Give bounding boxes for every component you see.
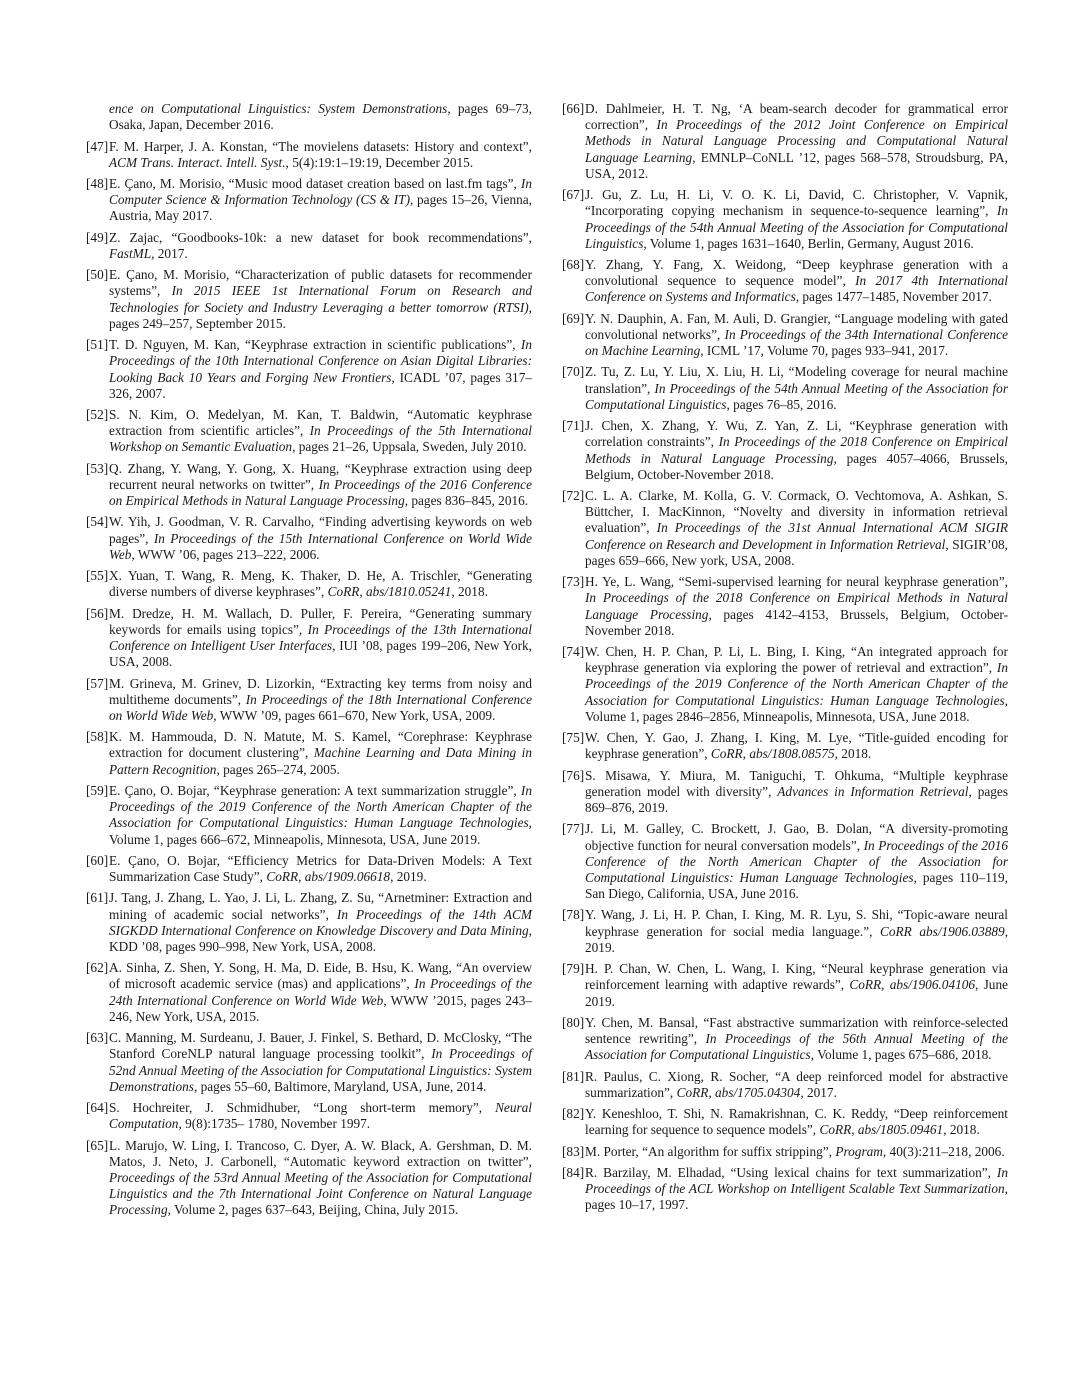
reference-venue-italic: In Proceedings of the 2019 Conference of the North American Chapter of the Association for Computational Linguistics: Human Language Technologies bbox=[585, 660, 1008, 708]
reference-text: , WWW ’2015, pages 243–246, New York, USA, 2015. bbox=[109, 992, 532, 1024]
reference-entry bbox=[86, 230, 532, 262]
reference-venue-italic: In Proceedings of the 13th International Conference on Intelligent User Interfaces bbox=[109, 621, 532, 654]
reference-text: W. Chen, H. P. Chan, P. Li, L. Bing, I. King, “An integrated approach for keyphrase generation via exploring the power of retrieval and extraction”, bbox=[585, 644, 1008, 676]
reference-number: [61] bbox=[86, 890, 109, 906]
reference-entry bbox=[562, 768, 1008, 817]
reference-text: H. P. Chan, W. Chen, L. Wang, I. King, “Neural keyphrase generation via reinforcement learning with adaptive rewards”, bbox=[585, 961, 1008, 993]
reference-entry bbox=[562, 488, 1008, 569]
reference-entry bbox=[562, 364, 1008, 413]
reference-number: [71] bbox=[562, 418, 585, 434]
reference-text: , pages 869–876, 2019. bbox=[585, 783, 1008, 816]
reference-entry bbox=[562, 311, 1008, 360]
reference-text: S. N. Kim, O. Medelyan, M. Kan, T. Baldwin, “Automatic keyphrase extraction from scientific articles”, bbox=[109, 407, 532, 439]
reference-number: [73] bbox=[562, 574, 585, 590]
reference-number: [56] bbox=[86, 605, 109, 621]
reference-venue-italic: CoRR, abs/1705.04304 bbox=[676, 1084, 801, 1100]
reference-text: W. Yih, J. Goodman, V. R. Carvalho, “Finding advertising keywords on web pages”, bbox=[109, 514, 532, 546]
reference-number: [62] bbox=[86, 960, 109, 976]
reference-number: [77] bbox=[562, 821, 585, 837]
reference-venue-italic: Program bbox=[835, 1143, 883, 1159]
reference-number: [84] bbox=[562, 1164, 585, 1180]
reference-venue-italic: In Proceedings of the 2018 Conference on Empirical Methods in Natural Language Processing bbox=[585, 590, 1008, 622]
reference-text: Z. Zajac, “Goodbooks-10k: a new dataset for book recommendations”, bbox=[109, 229, 532, 245]
reference-number: [58] bbox=[86, 729, 109, 745]
reference-text: , WWW ’06, pages 213–222, 2006. bbox=[131, 546, 320, 562]
reference-entry bbox=[86, 176, 532, 225]
reference-text: E. Çano, O. Bojar, “Efficiency Metrics for Data-Driven Models: A Text Summarization Case Study”, bbox=[109, 852, 532, 885]
reference-entry bbox=[562, 1144, 1008, 1160]
reference-venue-italic: Proceedings of the 53rd Annual Meeting of the Association for Computational Linguistics and the 7th International Joint Conference on Natural Language Processing bbox=[109, 1169, 532, 1218]
reference-text: , pages 1477–1485, November 2017. bbox=[795, 289, 992, 305]
reference-text: J. Chen, X. Zhang, Y. Wu, Z. Yan, Z. Li, “Keyphrase generation with correlation constraints”, bbox=[585, 418, 1008, 450]
reference-number: [78] bbox=[562, 907, 585, 923]
reference-number: [72] bbox=[562, 488, 585, 504]
reference-text: Y. N. Dauphin, A. Fan, M. Auli, D. Grangier, “Language modeling with gated convolutional networks”, bbox=[585, 310, 1008, 342]
reference-entry bbox=[86, 606, 532, 671]
reference-text: S. Hochreiter, J. Schmidhuber, “Long short-term memory”, bbox=[109, 1100, 496, 1116]
reference-number: [66] bbox=[562, 101, 585, 116]
reference-text: E. Çano, M. Morisio, “Characterization of public datasets for recommender systems”, bbox=[109, 267, 532, 299]
reference-venue-italic: FastML bbox=[109, 245, 152, 261]
reference-entry bbox=[562, 1015, 1008, 1064]
reference-text: , WWW ’09, pages 661–670, New York, USA, 2009. bbox=[213, 707, 496, 723]
reference-number: [80] bbox=[562, 1014, 585, 1030]
reference-venue-italic: In Proceedings of the 14th ACM SIGKDD International Conference on Knowledge Discovery and Data Mining bbox=[109, 906, 532, 938]
reference-text: , 5(4):19:1–19:19, December 2015. bbox=[285, 154, 474, 170]
reference-text: Y. Keneshloo, T. Shi, N. Ramakrishnan, C. K. Reddy, “Deep reinforcement learning for sequence to sequence models”, bbox=[585, 1106, 1008, 1138]
reference-entry bbox=[86, 461, 532, 510]
reference-text: Y. Zhang, Y. Fang, X. Weidong, “Deep keyphrase generation with a convolutional sequence to sequence model”, bbox=[585, 257, 1008, 289]
reference-text: , June 2019. bbox=[585, 977, 1008, 1009]
reference-text: , EMNLP–CoNLL ’12, pages 568–578, Stroudsburg, PA, USA, 2012. bbox=[585, 149, 1008, 181]
reference-text: , pages 15–26, Vienna, Austria, May 2017. bbox=[109, 192, 532, 224]
reference-venue-italic: In 2015 IEEE 1st International Forum on Research and Technologies for Society and Industry Leveraging a better tomorrow (RTSI) bbox=[109, 283, 532, 315]
reference-text: D. Dahlmeier, H. T. Ng, ‘A beam-search decoder for grammatical error correction”, bbox=[585, 101, 1008, 133]
reference-entry bbox=[562, 730, 1008, 762]
reference-venue-italic: In Proceedings of the 18th International Conference on World Wide Web bbox=[109, 691, 532, 723]
references-left-column bbox=[86, 101, 532, 1224]
reference-venue-italic: CoRR, abs/1805.09461 bbox=[819, 1122, 944, 1138]
reference-text: Y. Wang, J. Li, H. P. Chan, I. King, M. R. Lyu, S. Shi, “Topic-aware neural keyphrase generation for social media language.”, bbox=[585, 907, 1008, 939]
reference-venue-italic: Machine Learning and Data Mining in Pattern Recognition bbox=[109, 745, 532, 777]
reference-text: , 2019. bbox=[585, 923, 1009, 955]
reference-venue-italic: In Proceedings of the 10th International Conference on Asian Digital Libraries: Looking Back 10 Years and Forging New Frontiers bbox=[109, 337, 532, 385]
reference-entry bbox=[86, 337, 532, 402]
reference-text: , Volume 1, pages 1631–1640, Berlin, Germany, August 2016. bbox=[643, 235, 974, 251]
reference-number: [60] bbox=[86, 852, 109, 868]
reference-text: A. Sinha, Z. Shen, Y. Song, H. Ma, D. Eide, B. Hsu, K. Wang, “An overview of microsoft academic service (mas) and applications”, bbox=[109, 960, 532, 992]
reference-entry bbox=[86, 1138, 532, 1219]
reference-venue-italic: In Computer Science & Information Technology (CS & IT) bbox=[109, 176, 532, 208]
reference-text: C. Manning, M. Surdeanu, J. Bauer, J. Finkel, S. Bethard, D. McClosky, “The Stanford CoreNLP natural language processing toolkit”, bbox=[109, 1030, 532, 1062]
reference-text: C. L. A. Clarke, M. Kolla, G. V. Cormack, O. Vechtomova, A. Ashkan, S. Büttcher, I. MacKinnon, “Novelty and diversity in information retrieval evaluation”, bbox=[585, 488, 1008, 536]
reference-number: [79] bbox=[562, 961, 585, 977]
reference-number: [64] bbox=[86, 1100, 109, 1116]
reference-venue-italic: Neural Computation bbox=[109, 1100, 532, 1132]
reference-text: , 2019. bbox=[390, 869, 427, 885]
reference-venue-italic: Advances in Information Retrieval bbox=[777, 783, 969, 799]
reference-text: , pages 4057–4066, Brussels, Belgium, October-November 2018. bbox=[585, 450, 1008, 482]
reference-text: , pages 55–60, Baltimore, Maryland, USA, June, 2014. bbox=[193, 1078, 487, 1094]
reference-venue-italic: In Proceedings of 52nd Annual Meeting of the Association for Computational Linguistics: System Demonstrations bbox=[109, 1046, 532, 1094]
reference-venue-italic: ACM Trans. Interact. Intell. Syst. bbox=[109, 154, 286, 170]
reference-venue-italic: In Proceedings of the 54th Annual Meeting of the Association for Computational Linguistics bbox=[585, 380, 1008, 412]
reference-text: H. Ye, L. Wang, “Semi-supervised learning for neural keyphrase generation”, bbox=[585, 574, 1008, 590]
reference-entry bbox=[86, 853, 532, 885]
reference-text: M. Porter, “An algorithm for suffix stripping”, bbox=[585, 1143, 836, 1159]
reference-number: [51] bbox=[86, 337, 109, 353]
reference-text: E. Çano, O. Bojar, “Keyphrase generation: A text summarization struggle”, bbox=[109, 782, 521, 798]
reference-text: E. Çano, M. Morisio, “Music mood dataset creation based on last.fm tags”, bbox=[109, 176, 521, 191]
reference-entry bbox=[86, 960, 532, 1025]
reference-text: S. Misawa, Y. Miura, M. Taniguchi, T. Ohkuma, “Multiple keyphrase generation model with diversity”, bbox=[585, 767, 1008, 799]
reference-venue-italic: In Proceedings of the 24th International Conference on World Wide Web bbox=[109, 976, 532, 1008]
reference-text: , 40(3):211–218, 2006. bbox=[882, 1143, 1005, 1159]
reference-entry bbox=[86, 101, 532, 133]
reference-number: [52] bbox=[86, 407, 109, 423]
reference-entry bbox=[86, 407, 532, 456]
reference-venue-italic: In Proceedings of the 54th Annual Meeting of the Association for Computational Linguistics bbox=[585, 203, 1008, 251]
reference-text: , pages 10–17, 1997. bbox=[585, 1181, 1008, 1213]
reference-text: , 2018. bbox=[943, 1122, 980, 1138]
reference-venue-italic: CoRR, abs/1909.06618 bbox=[266, 869, 391, 885]
reference-text: , pages 4142–4153, Brussels, Belgium, October-November 2018. bbox=[585, 606, 1008, 638]
reference-entry bbox=[86, 1030, 532, 1095]
reference-text: , pages 265–274, 2005. bbox=[216, 761, 340, 777]
reference-entry bbox=[562, 418, 1008, 483]
reference-text: M. Dredze, H. M. Wallach, D. Puller, F. Pereira, “Generating summary keywords for emails using topics”, bbox=[109, 605, 532, 637]
reference-venue-italic: In Proceedings of the 2012 Joint Conference on Empirical Methods in Natural Language Processing and Computational Natural Language Learning bbox=[585, 117, 1008, 165]
reference-text: L. Marujo, W. Ling, I. Trancoso, C. Dyer, A. W. Black, A. Gershman, D. M. Matos, J. Neto, J. Carbonell, “Automatic keyword extraction on twitter”, bbox=[109, 1137, 532, 1169]
reference-venue-italic: In Proceedings of the 5th International Workshop on Semantic Evaluation bbox=[109, 423, 533, 455]
reference-number: [81] bbox=[562, 1068, 585, 1084]
reference-entry bbox=[86, 267, 532, 332]
reference-venue-italic: In Proceedings of the 56th Annual Meeting of the Association for Computational Linguistics bbox=[585, 1031, 1009, 1063]
reference-number: [67] bbox=[562, 187, 585, 203]
reference-entry bbox=[86, 676, 532, 725]
reference-text: , pages 76–85, 2016. bbox=[726, 396, 837, 412]
reference-number: [47] bbox=[86, 138, 109, 154]
reference-number: [59] bbox=[86, 782, 109, 798]
reference-text: , Volume 2, pages 637–643, Beijing, China, July 2015. bbox=[167, 1202, 459, 1218]
reference-entry bbox=[86, 783, 532, 848]
reference-number: [76] bbox=[562, 767, 585, 783]
reference-text: , Volume 1, pages 675–686, 2018. bbox=[810, 1047, 992, 1063]
reference-text: , IUI ’08, pages 199–206, New York, USA, 2008. bbox=[109, 638, 532, 670]
reference-number: [50] bbox=[86, 267, 109, 283]
reference-text: , ICADL ’07, pages 317–326, 2007. bbox=[109, 369, 532, 401]
reference-venue-italic: CoRR, abs/1906.04106 bbox=[849, 977, 976, 993]
reference-text: , 2017. bbox=[151, 245, 188, 261]
reference-text: R. Paulus, C. Xiong, R. Socher, “A deep reinforced model for abstractive summarization”, bbox=[585, 1068, 1008, 1100]
reference-text: R. Barzilay, M. Elhadad, “Using lexical chains for text summarization”, bbox=[585, 1164, 997, 1180]
reference-number: [57] bbox=[86, 675, 109, 691]
reference-venue-italic: In Proceedings of the ACL Workshop on Intelligent Scalable Text Summarization bbox=[585, 1164, 1008, 1197]
reference-venue-italic: In Proceedings of the 2019 Conference of the North American Chapter of the Association for Computational Linguistics: Human Language Technologies bbox=[109, 782, 532, 831]
reference-number: [49] bbox=[86, 229, 109, 245]
reference-venue-italic: ence on Computational Linguistics: System Demonstrations bbox=[109, 101, 448, 116]
reference-text: F. M. Harper, J. A. Konstan, “The movielens datasets: History and context”, bbox=[109, 138, 532, 154]
reference-text: W. Chen, Y. Gao, J. Zhang, I. King, M. Lye, “Title-guided encoding for keyphrase generation”, bbox=[585, 730, 1008, 762]
reference-venue-italic: CoRR, abs/1808.08575 bbox=[710, 746, 835, 762]
reference-text: , 9(8):1735– 1780, November 1997. bbox=[178, 1116, 371, 1132]
reference-entry bbox=[562, 1069, 1008, 1101]
reference-venue-italic: In 2017 4th International Conference on Systems and Informatics bbox=[585, 273, 1009, 305]
reference-entry bbox=[86, 514, 532, 563]
reference-text: , 2018. bbox=[834, 746, 872, 762]
reference-entry bbox=[562, 907, 1008, 956]
references-right-column bbox=[562, 101, 1008, 1219]
reference-number: [68] bbox=[562, 257, 585, 273]
reference-text: Z. Tu, Z. Lu, Y. Liu, X. Liu, H. Li, “Modeling coverage for neural machine translation”, bbox=[585, 364, 1008, 396]
reference-number: [83] bbox=[562, 1143, 585, 1159]
reference-number: [48] bbox=[86, 176, 109, 191]
reference-number: [70] bbox=[562, 364, 585, 380]
reference-entry bbox=[562, 961, 1008, 1010]
reference-number: [53] bbox=[86, 460, 109, 476]
reference-venue-italic: CoRR, abs/1810.05241 bbox=[327, 584, 452, 600]
reference-number: [65] bbox=[86, 1137, 109, 1153]
reference-text: J. Li, M. Galley, C. Brockett, J. Gao, B. Dolan, “A diversity-promoting objective function for neural conversation models”, bbox=[585, 821, 1008, 853]
reference-entry bbox=[86, 1100, 532, 1132]
reference-text: , SIGIR’08, pages 659–666, New york, USA, 2008. bbox=[585, 536, 1009, 568]
reference-entry bbox=[562, 187, 1008, 252]
reference-entry bbox=[562, 644, 1008, 725]
reference-venue-italic: In Proceedings of the 2016 Conference of the North American Chapter of the Association for Computational Linguistics: Human Language Technologies bbox=[585, 837, 1009, 885]
reference-text: , Volume 1, pages 2846–2856, Minneapolis, Minnesota, USA, June 2018. bbox=[585, 692, 1008, 724]
reference-text: Q. Zhang, Y. Wang, Y. Gong, X. Huang, “Keyphrase extraction using deep recurrent neural networks on twitter”, bbox=[109, 460, 532, 492]
reference-entry bbox=[86, 729, 532, 778]
reference-entry bbox=[86, 568, 532, 600]
reference-text: X. Yuan, T. Wang, R. Meng, K. Thaker, D. He, A. Trischler, “Generating diverse numbers of diverse keyphrases”, bbox=[109, 568, 532, 600]
reference-entry bbox=[562, 1165, 1008, 1214]
reference-number: [75] bbox=[562, 730, 585, 746]
reference-text: , pages 69–73, Osaka, Japan, December 2016. bbox=[109, 101, 532, 133]
reference-venue-italic: CoRR abs/1906.03889 bbox=[880, 923, 1005, 939]
reference-text: K. M. Hammouda, D. N. Matute, M. S. Kamel, “Corephrase: Keyphrase extraction for document clustering”, bbox=[109, 729, 532, 761]
reference-entry bbox=[562, 1106, 1008, 1138]
reference-entry bbox=[86, 139, 532, 171]
reference-number: [54] bbox=[86, 514, 109, 530]
reference-text: Y. Chen, M. Bansal, “Fast abstractive summarization with reinforce-selected sentence rewriting”, bbox=[585, 1014, 1008, 1047]
reference-venue-italic: In Proceedings of the 15th International Conference on World Wide Web bbox=[109, 530, 532, 562]
reference-number: [63] bbox=[86, 1030, 109, 1046]
reference-number: [82] bbox=[562, 1106, 585, 1122]
reference-entry bbox=[562, 574, 1008, 639]
reference-venue-italic: In Proceedings of the 2016 Conference on Empirical Methods in Natural Language Processing bbox=[109, 476, 532, 509]
reference-text: , 2017. bbox=[800, 1084, 837, 1100]
reference-venue-italic: In Proceedings of the 2018 Conference on Empirical Methods in Natural Language Processing bbox=[585, 434, 1009, 466]
reference-entry bbox=[562, 101, 1008, 182]
reference-entry bbox=[86, 890, 532, 955]
reference-entry bbox=[562, 257, 1008, 306]
reference-text: , pages 21–26, Uppsala, Sweden, July 2010. bbox=[292, 439, 527, 455]
reference-venue-italic: In Proceedings of the 34th International Conference on Machine Learning bbox=[585, 326, 1008, 359]
reference-number: [69] bbox=[562, 310, 585, 326]
reference-venue-italic: In Proceedings of the 31st Annual International ACM SIGIR Conference on Research and Development in Information Retrieval bbox=[585, 520, 1009, 552]
reference-text: , pages 836–845, 2016. bbox=[404, 493, 529, 509]
reference-text: T. D. Nguyen, M. Kan, “Keyphrase extraction in scientific publications”, bbox=[109, 337, 521, 353]
reference-text: , pages 249–257, September 2015. bbox=[109, 299, 532, 331]
reference-text: , 2018. bbox=[451, 584, 488, 600]
reference-text: , KDD ’08, pages 990–998, New York, USA, 2008. bbox=[109, 922, 532, 954]
reference-text: J. Gu, Z. Lu, H. Li, V. O. K. Li, David, C. Christopher, V. Vapnik, “Incorporating copying mechanism in sequence-to-sequence learning”, bbox=[585, 187, 1008, 219]
reference-number: [55] bbox=[86, 568, 109, 584]
reference-text: , ICML ’17, Volume 70, pages 933–941, 2017. bbox=[700, 343, 949, 359]
reference-entry bbox=[562, 821, 1008, 902]
reference-text: , Volume 1, pages 666–672, Minneapolis, Minnesota, USA, June 2019. bbox=[109, 815, 532, 847]
reference-text: J. Tang, J. Zhang, L. Yao, J. Li, L. Zhang, Z. Su, “Arnetminer: Extraction and mining of academic social networks”, bbox=[109, 890, 532, 922]
reference-number: [74] bbox=[562, 644, 585, 660]
reference-text: , pages 110–119, San Diego, California, USA, June 2016. bbox=[585, 869, 1009, 902]
reference-text: M. Grineva, M. Grinev, D. Lizorkin, “Extracting key terms from noisy and multitheme documents”, bbox=[109, 675, 532, 707]
